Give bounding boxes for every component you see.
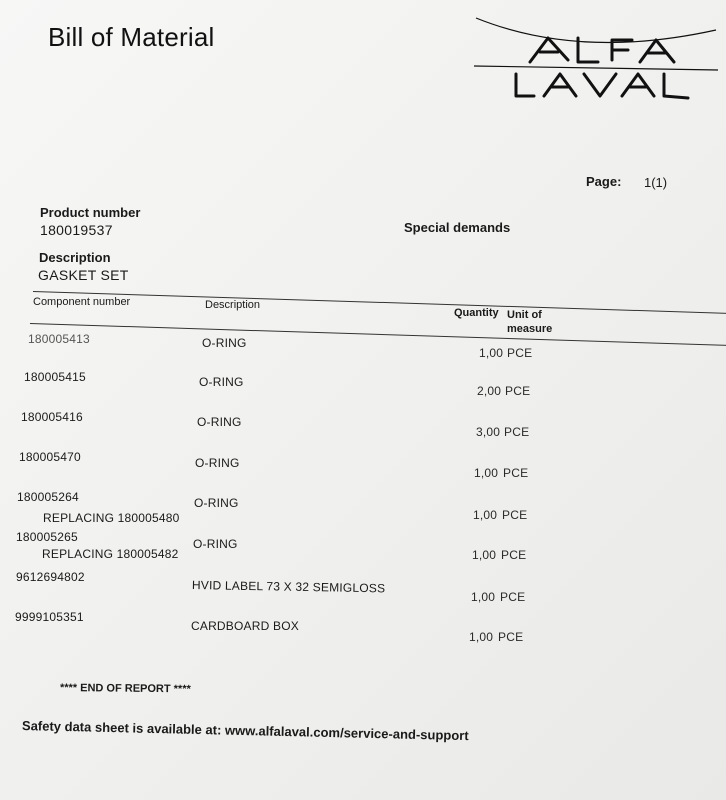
page-label: Page: (586, 174, 622, 189)
description-label: Description (39, 250, 111, 265)
table-row-quantity: 1,00 (474, 466, 499, 480)
table-row-quantity: 1,00 (469, 630, 494, 644)
table-row-description: O-RING (199, 375, 244, 389)
table-row-component: 9612694802 (16, 570, 85, 584)
table-row-unit: PCE (501, 548, 527, 562)
table-row-unit: PCE (505, 384, 531, 398)
product-number-value: 180019537 (40, 222, 113, 238)
table-row-description: CARDBOARD BOX (191, 619, 299, 633)
table-row-component: 180005470 (19, 450, 81, 464)
document-title: Bill of Material (48, 22, 215, 52)
end-of-report: **** END OF REPORT **** (59, 682, 191, 696)
column-description: Description (205, 299, 261, 311)
special-demands-label: Special demands (404, 220, 511, 235)
table-row-unit: PCE (503, 466, 529, 480)
table-row-unit: PCE (502, 508, 528, 522)
table-row-component: 180005413 (28, 332, 90, 346)
table-row-description: O-RING (197, 415, 242, 429)
column-quantity: Quantity (454, 307, 499, 319)
table-row-quantity: 1,00 (479, 346, 504, 360)
column-unit-line1: Unit of (507, 309, 542, 321)
table-row-unit: PCE (507, 346, 533, 360)
table-row-quantity: 3,00 (476, 425, 501, 439)
table-row-quantity: 1,00 (471, 590, 496, 604)
alfa-laval-logo (470, 12, 720, 107)
table-row-component: 180005416 (21, 410, 83, 424)
table-row-replacing: REPLACING 180005480 (43, 511, 180, 525)
page-value: 1(1) (644, 175, 668, 190)
column-component-number: Component number (33, 296, 131, 308)
table-row-quantity: 2,00 (477, 384, 502, 398)
table-row-description: O-RING (194, 496, 239, 510)
table-row-quantity: 1,00 (473, 508, 498, 522)
table-row-component: 180005264 (17, 490, 79, 504)
product-number-label: Product number (40, 205, 141, 220)
table-row-description: HVID LABEL 73 X 32 SEMIGLOSS (191, 578, 386, 596)
table-row-unit: PCE (504, 425, 530, 439)
table-row-unit: PCE (498, 630, 524, 644)
safety-data-note: Safety data sheet is available at: www.alfalaval.com/service-and-support (21, 718, 469, 744)
header-bottom-rule (30, 323, 726, 346)
table-row-description: O-RING (195, 456, 240, 470)
table-row-replacing: REPLACING 180005482 (42, 547, 179, 561)
column-unit-line2: measure (507, 323, 553, 335)
header-top-rule (33, 291, 726, 314)
table-row-component: 9999105351 (15, 610, 84, 624)
table-row-component: 180005415 (24, 370, 86, 384)
table-row-component: 180005265 (16, 530, 78, 544)
description-value: GASKET SET (38, 267, 129, 283)
table-row-description: O-RING (202, 336, 247, 350)
table-row-quantity: 1,00 (472, 548, 497, 562)
table-row-description: O-RING (193, 537, 238, 551)
table-row-unit: PCE (500, 590, 526, 604)
